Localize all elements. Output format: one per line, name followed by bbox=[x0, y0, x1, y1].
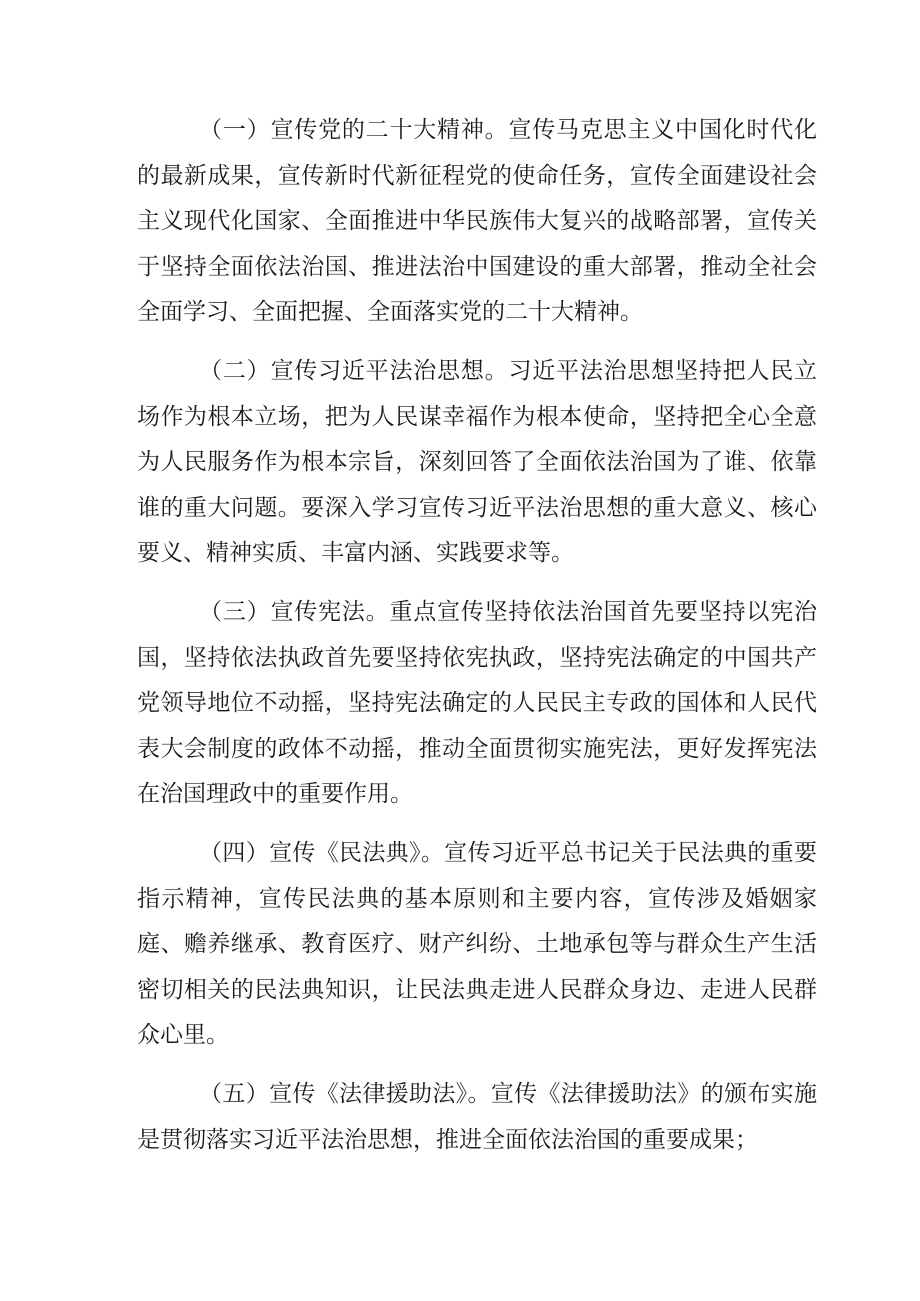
paragraph-5: （五）宣传《法律援助法》。宣传《法律援助法》的颁布实施是贯彻落实习近平法治思想，推进全面依法治国的重要成果； bbox=[137, 1081, 817, 1153]
paragraph-3: （三）宣传宪法。重点宣传坚持依法治国首先要坚持以宪治国，坚持依法执政首先要坚持依宪执政，坚持宪法确定的中国共产党领导地位不动摇，坚持宪法确定的人民民主专政的国体和人民代表大会制度的政体不动摇，推动全面贯彻实施宪法，更好发挥宪法在治国理政中的重要作用。 bbox=[137, 599, 817, 808]
paragraph-1: （一）宣传党的二十大精神。宣传马克思主义中国化时代化的最新成果，宣传新时代新征程党的使命任务，宣传全面建设社会主义现代化国家、全面推进中华民族伟大复兴的战略部署，宣传关于坚持全面依法治国、推进法治中国建设的重大部署，推动全社会全面学习、全面把握、全面落实党的二十大精神。 bbox=[137, 117, 817, 326]
paragraph-4: （四）宣传《民法典》。宣传习近平总书记关于民法典的重要指示精神，宣传民法典的基本原则和主要内容，宣传涉及婚姻家庭、赡养继承、教育医疗、财产纠纷、土地承包等与群众生产生活密切相关的民法典知识，让民法典走进人民群众身边、走进人民群众心里。 bbox=[137, 840, 817, 1049]
paragraph-2: （二）宣传习近平法治思想。习近平法治思想坚持把人民立场作为根本立场，把为人民谋幸福作为根本使命，坚持把全心全意为人民服务作为根本宗旨，深刻回答了全面依法治国为了谁、依靠谁的重大问题。要深入学习宣传习近平法治思想的重大意义、核心要义、精神实质、丰富内涵、实践要求等。 bbox=[137, 358, 817, 567]
